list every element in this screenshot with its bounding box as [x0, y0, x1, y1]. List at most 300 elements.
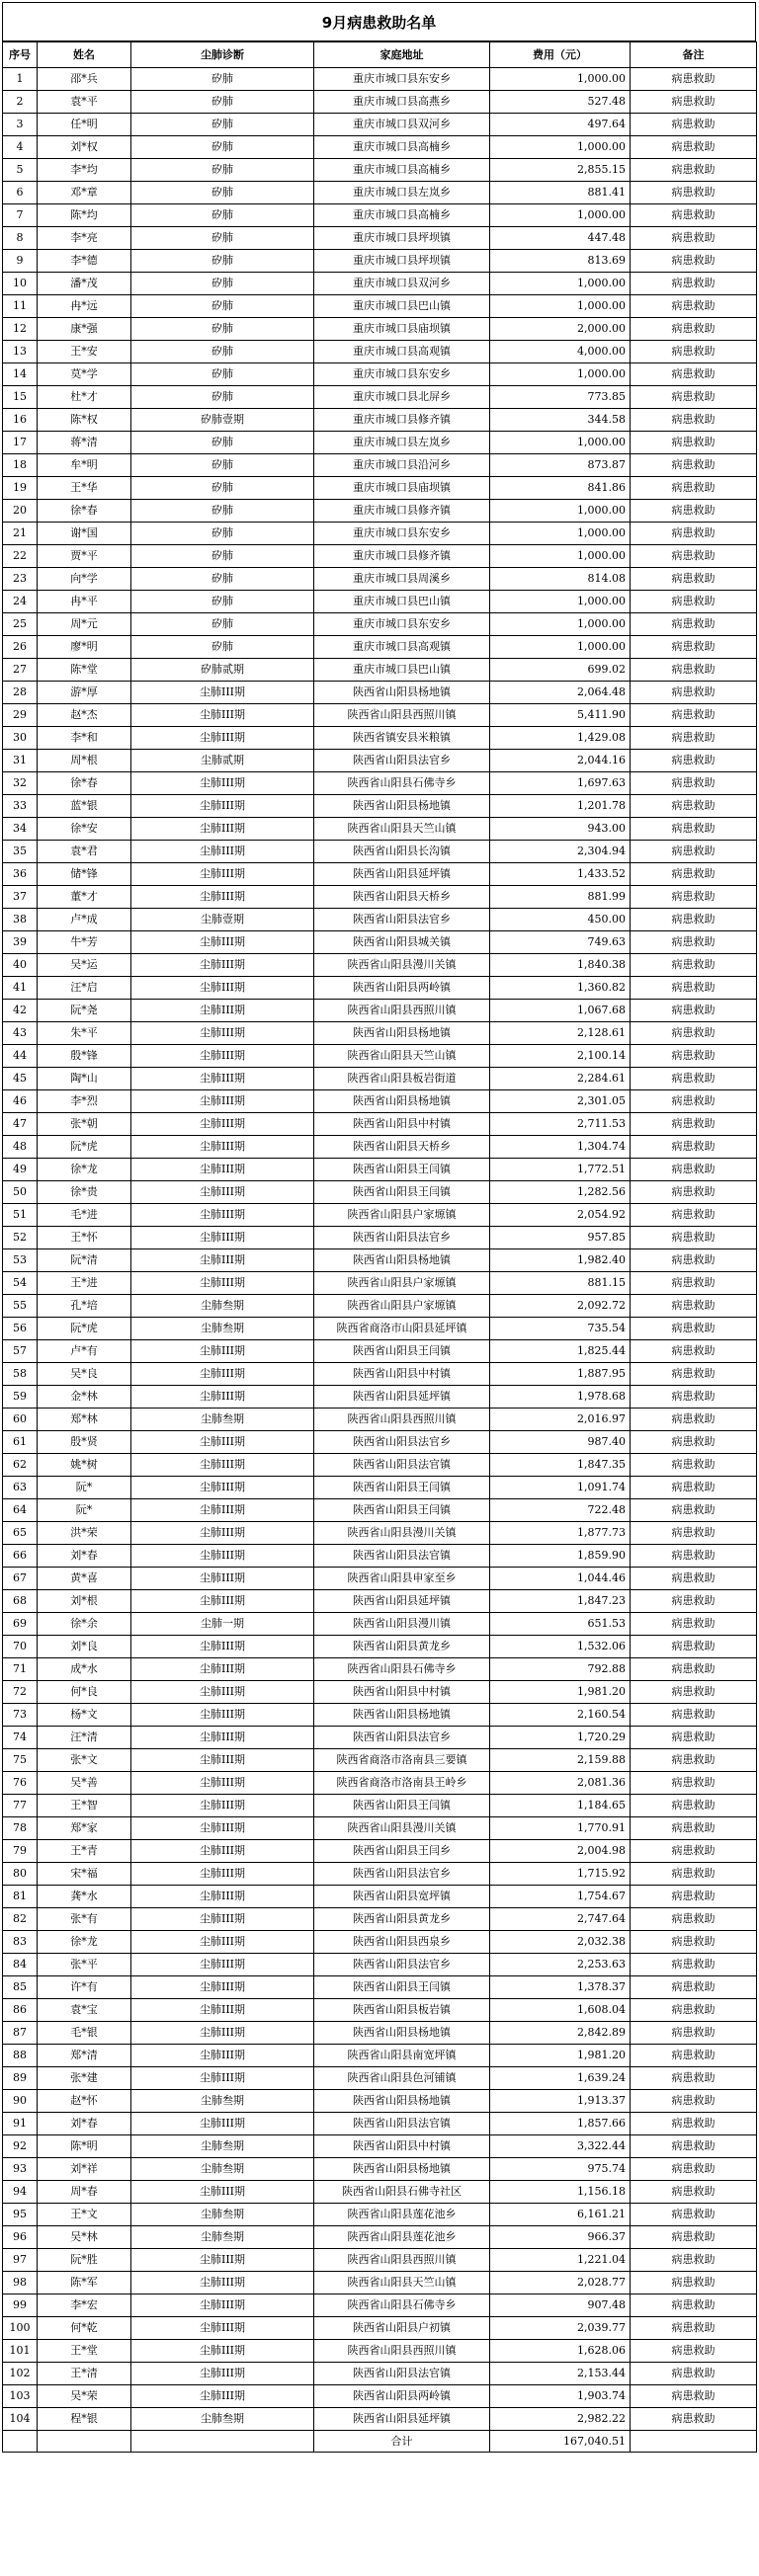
- row-seq: 50: [3, 1181, 38, 1204]
- row-diagnosis: 矽肺: [131, 114, 314, 136]
- row-diagnosis: 尘肺III期: [131, 1249, 314, 1272]
- row-diagnosis: 矽肺: [131, 591, 314, 613]
- row-diagnosis: 矽肺: [131, 636, 314, 659]
- row-cost: 651.53: [490, 1613, 631, 1636]
- row-seq: 89: [3, 2067, 38, 2090]
- row-seq: 19: [3, 477, 38, 500]
- row-cost: 450.00: [490, 909, 631, 931]
- row-seq: 31: [3, 750, 38, 772]
- row-diagnosis: 矽肺: [131, 454, 314, 477]
- row-name: 吴*林: [38, 2226, 131, 2249]
- row-diagnosis: 尘肺III期: [131, 795, 314, 818]
- row-note: 病患救助: [631, 2158, 757, 2181]
- row-diagnosis: 尘肺III期: [131, 1113, 314, 1136]
- row-diagnosis: 尘肺叁期: [131, 2158, 314, 2181]
- row-seq: 10: [3, 273, 38, 295]
- table-row: [3, 1568, 757, 1590]
- row-note: 病患救助: [631, 386, 757, 409]
- row-diagnosis: 矽肺: [131, 386, 314, 409]
- row-seq: 68: [3, 1590, 38, 1613]
- row-name: 阮*虎: [38, 1136, 131, 1159]
- row-address: 陕西省山阳县延坪镇: [314, 1386, 490, 1409]
- row-seq: 52: [3, 1227, 38, 1249]
- table-row: [3, 454, 757, 477]
- row-seq: 41: [3, 977, 38, 1000]
- table-row: [3, 931, 757, 954]
- row-address: 重庆市城口县东安乡: [314, 613, 490, 636]
- table-row: [3, 318, 757, 341]
- row-note: 病患救助: [631, 1954, 757, 1976]
- row-diagnosis: 尘肺III期: [131, 2340, 314, 2363]
- row-diagnosis: 尘肺III期: [131, 1499, 314, 1522]
- table-row: [3, 909, 757, 931]
- row-name: 阮*尧: [38, 1000, 131, 1022]
- row-seq: 21: [3, 523, 38, 545]
- table-row: [3, 2045, 757, 2067]
- row-address: 陕西省山阳县中村镇: [314, 1363, 490, 1386]
- table-row: [3, 1431, 757, 1454]
- row-cost: 2,044.16: [490, 750, 631, 772]
- row-name: 牟*明: [38, 454, 131, 477]
- row-seq: 56: [3, 1318, 38, 1340]
- row-seq: 84: [3, 1954, 38, 1976]
- row-name: 陈*明: [38, 2135, 131, 2158]
- row-diagnosis: 尘肺III期: [131, 1181, 314, 1204]
- row-diagnosis: 尘肺叁期: [131, 1318, 314, 1340]
- row-note: 病患救助: [631, 91, 757, 114]
- row-name: 洪*荣: [38, 1522, 131, 1545]
- row-diagnosis: 尘肺III期: [131, 1522, 314, 1545]
- row-note: 病患救助: [631, 1568, 757, 1590]
- row-diagnosis: 矽肺: [131, 523, 314, 545]
- row-note: 病患救助: [631, 886, 757, 909]
- row-cost: 2,284.61: [490, 1068, 631, 1090]
- row-cost: 527.48: [490, 91, 631, 114]
- row-seq: 51: [3, 1204, 38, 1227]
- row-address: 陕西省山阳县石佛寺乡: [314, 1658, 490, 1681]
- table-row: [3, 1727, 757, 1749]
- row-diagnosis: 尘肺III期: [131, 1590, 314, 1613]
- row-diagnosis: 尘肺III期: [131, 1976, 314, 1999]
- header-diagnosis: 尘肺诊断: [131, 42, 314, 68]
- row-note: 病患救助: [631, 795, 757, 818]
- row-address: 陕西省山阳县王闫镇: [314, 1499, 490, 1522]
- row-cost: 1,091.74: [490, 1477, 631, 1499]
- row-seq: 18: [3, 454, 38, 477]
- row-address: 陕西省山阳县天竺山镇: [314, 818, 490, 841]
- row-name: 程*银: [38, 2408, 131, 2431]
- row-address: 陕西省镇安县米粮镇: [314, 727, 490, 750]
- table-row: [3, 1817, 757, 1840]
- row-seq: 66: [3, 1545, 38, 1568]
- row-seq: 93: [3, 2158, 38, 2181]
- table-row: [3, 227, 757, 250]
- table-row: [3, 1840, 757, 1863]
- row-address: 重庆市城口县双河乡: [314, 273, 490, 295]
- row-cost: 1,857.66: [490, 2113, 631, 2135]
- row-cost: 699.02: [490, 659, 631, 682]
- row-note: 病患救助: [631, 2113, 757, 2135]
- row-note: 病患救助: [631, 523, 757, 545]
- row-cost: 1,720.29: [490, 1727, 631, 1749]
- row-address: 重庆市城口县左岚乡: [314, 182, 490, 204]
- row-seq: 101: [3, 2340, 38, 2363]
- row-name: 刘*祥: [38, 2158, 131, 2181]
- row-diagnosis: 尘肺III期: [131, 1636, 314, 1658]
- table-row: [3, 1954, 757, 1976]
- row-seq: 47: [3, 1113, 38, 1136]
- row-cost: 1,608.04: [490, 1999, 631, 2022]
- row-name: 阮*: [38, 1477, 131, 1499]
- row-address: 陕西省山阳县西照川镇: [314, 1000, 490, 1022]
- table-row: [3, 841, 757, 863]
- row-cost: 966.37: [490, 2226, 631, 2249]
- table-row: [3, 1522, 757, 1545]
- row-note: 病患救助: [631, 159, 757, 182]
- row-diagnosis: 尘肺III期: [131, 2385, 314, 2408]
- row-seq: 46: [3, 1090, 38, 1113]
- row-seq: 59: [3, 1386, 38, 1409]
- row-name: 张*朝: [38, 1113, 131, 1136]
- row-name: 郑*家: [38, 1817, 131, 1840]
- row-cost: 2,054.92: [490, 1204, 631, 1227]
- table-row: [3, 1454, 757, 1477]
- row-seq: 103: [3, 2385, 38, 2408]
- row-diagnosis: 矽肺: [131, 250, 314, 273]
- row-cost: 1,887.95: [490, 1363, 631, 1386]
- row-diagnosis: 尘肺III期: [131, 886, 314, 909]
- row-diagnosis: 尘肺叁期: [131, 1409, 314, 1431]
- table-row: [3, 295, 757, 318]
- table-row: [3, 1045, 757, 1068]
- row-name: 李*亮: [38, 227, 131, 250]
- row-diagnosis: 矽肺壹期: [131, 409, 314, 432]
- row-note: 病患救助: [631, 1022, 757, 1045]
- row-cost: 1,360.82: [490, 977, 631, 1000]
- row-note: 病患救助: [631, 2045, 757, 2067]
- row-name: 王*怀: [38, 1227, 131, 1249]
- table-row: [3, 1613, 757, 1636]
- row-diagnosis: 尘肺叁期: [131, 2090, 314, 2113]
- row-note: 病患救助: [631, 2249, 757, 2272]
- row-note: 病患救助: [631, 1136, 757, 1159]
- row-note: 病患救助: [631, 954, 757, 977]
- row-note: 病患救助: [631, 2340, 757, 2363]
- table-row: [3, 1181, 757, 1204]
- row-diagnosis: 尘肺III期: [131, 1272, 314, 1295]
- row-address: 陕西省山阳县王闫镇: [314, 1159, 490, 1181]
- row-cost: 1,847.35: [490, 1454, 631, 1477]
- row-name: 阮*胜: [38, 2249, 131, 2272]
- row-diagnosis: 尘肺III期: [131, 841, 314, 863]
- table-row: [3, 477, 757, 500]
- row-name: 许*有: [38, 1976, 131, 1999]
- row-note: 病患救助: [631, 568, 757, 591]
- row-diagnosis: 尘肺一期: [131, 1613, 314, 1636]
- row-note: 病患救助: [631, 1000, 757, 1022]
- row-diagnosis: 尘肺III期: [131, 2113, 314, 2135]
- row-diagnosis: 尘肺III期: [131, 1999, 314, 2022]
- row-name: 孔*培: [38, 1295, 131, 1318]
- table-row: [3, 1204, 757, 1227]
- table-row: [3, 795, 757, 818]
- row-address: 陕西省山阳县法官乡: [314, 1863, 490, 1886]
- row-name: 成*水: [38, 1658, 131, 1681]
- row-cost: 1,221.04: [490, 2249, 631, 2272]
- row-note: 病患救助: [631, 1068, 757, 1090]
- table-row: [3, 2294, 757, 2317]
- table-row: [3, 863, 757, 886]
- table-row: [3, 591, 757, 613]
- row-seq: 86: [3, 1999, 38, 2022]
- row-seq: 27: [3, 659, 38, 682]
- relief-table: [2, 41, 757, 2453]
- row-note: 病患救助: [631, 613, 757, 636]
- row-diagnosis: 尘肺III期: [131, 1772, 314, 1795]
- row-address: 陕西省山阳县石佛寺社区: [314, 2181, 490, 2204]
- row-address: 陕西省山阳县法官镇: [314, 2363, 490, 2385]
- row-seq: 70: [3, 1636, 38, 1658]
- row-seq: 6: [3, 182, 38, 204]
- row-cost: 1,000.00: [490, 591, 631, 613]
- row-diagnosis: 尘肺III期: [131, 1681, 314, 1704]
- table-row: [3, 2272, 757, 2294]
- row-diagnosis: 尘肺III期: [131, 1568, 314, 1590]
- row-address: 重庆市城口县东安乡: [314, 68, 490, 91]
- row-seq: 96: [3, 2226, 38, 2249]
- table-row: [3, 204, 757, 227]
- row-note: 病患救助: [631, 295, 757, 318]
- row-name: 阮*虎: [38, 1318, 131, 1340]
- row-diagnosis: 尘肺III期: [131, 1477, 314, 1499]
- row-diagnosis: 尘肺III期: [131, 1090, 314, 1113]
- row-diagnosis: 矽肺: [131, 159, 314, 182]
- row-seq: 92: [3, 2135, 38, 2158]
- row-name: 康*强: [38, 318, 131, 341]
- table-row: [3, 2363, 757, 2385]
- row-diagnosis: 尘肺III期: [131, 1749, 314, 1772]
- row-seq: 73: [3, 1704, 38, 1727]
- table-row: [3, 363, 757, 386]
- row-name: 吴*良: [38, 1363, 131, 1386]
- row-note: 病患救助: [631, 2317, 757, 2340]
- row-diagnosis: 尘肺叁期: [131, 1295, 314, 1318]
- row-name: 莫*学: [38, 363, 131, 386]
- row-seq: 83: [3, 1931, 38, 1954]
- row-diagnosis: 矽肺: [131, 500, 314, 523]
- row-diagnosis: 尘肺III期: [131, 1886, 314, 1908]
- row-name: 刘*良: [38, 1636, 131, 1658]
- row-name: 王*清: [38, 2363, 131, 2385]
- row-diagnosis: 尘肺叁期: [131, 2204, 314, 2226]
- row-note: 病患救助: [631, 1113, 757, 1136]
- row-name: 邵*兵: [38, 68, 131, 91]
- row-cost: 1,282.56: [490, 1181, 631, 1204]
- row-note: 病患救助: [631, 136, 757, 159]
- row-name: 周*根: [38, 750, 131, 772]
- row-address: 陕西省山阳县长沟镇: [314, 841, 490, 863]
- row-diagnosis: 矽肺: [131, 341, 314, 363]
- row-seq: 45: [3, 1068, 38, 1090]
- row-name: 李*德: [38, 250, 131, 273]
- row-cost: 2,016.97: [490, 1409, 631, 1431]
- row-address: 重庆市城口县巴山镇: [314, 295, 490, 318]
- row-seq: 85: [3, 1976, 38, 1999]
- row-address: 陕西省山阳县西照川镇: [314, 704, 490, 727]
- row-diagnosis: 尘肺III期: [131, 863, 314, 886]
- row-diagnosis: 尘肺III期: [131, 1704, 314, 1727]
- row-seq: 64: [3, 1499, 38, 1522]
- row-note: 病患救助: [631, 477, 757, 500]
- row-name: 朱*平: [38, 1022, 131, 1045]
- row-diagnosis: 尘肺III期: [131, 1000, 314, 1022]
- row-address: 陕西省山阳县杨地镇: [314, 1704, 490, 1727]
- row-seq: 9: [3, 250, 38, 273]
- row-note: 病患救助: [631, 704, 757, 727]
- page-title: 9月病患救助名单: [2, 2, 756, 41]
- row-address: 重庆市城口县东安乡: [314, 363, 490, 386]
- row-name: 黄*喜: [38, 1568, 131, 1590]
- row-name: 赵*杰: [38, 704, 131, 727]
- row-name: 冉*远: [38, 295, 131, 318]
- row-cost: 447.48: [490, 227, 631, 250]
- row-note: 病患救助: [631, 1704, 757, 1727]
- row-cost: 1,433.52: [490, 863, 631, 886]
- row-cost: 1,000.00: [490, 68, 631, 91]
- row-diagnosis: 尘肺III期: [131, 2181, 314, 2204]
- row-seq: 11: [3, 295, 38, 318]
- row-seq: 99: [3, 2294, 38, 2317]
- row-name: 张*有: [38, 1908, 131, 1931]
- row-name: 王*堂: [38, 2340, 131, 2363]
- table-row: [3, 91, 757, 114]
- row-note: 病患救助: [631, 341, 757, 363]
- row-seq: 26: [3, 636, 38, 659]
- row-address: 重庆市城口县巴山镇: [314, 659, 490, 682]
- row-address: 重庆市城口县修齐镇: [314, 409, 490, 432]
- row-seq: 74: [3, 1727, 38, 1749]
- row-address: 陕西省山阳县户家塬镇: [314, 1295, 490, 1318]
- table-row: [3, 2317, 757, 2340]
- row-cost: 1,067.68: [490, 1000, 631, 1022]
- table-row: [3, 2408, 757, 2431]
- row-diagnosis: 尘肺III期: [131, 1795, 314, 1817]
- row-cost: 2,081.36: [490, 1772, 631, 1795]
- row-cost: 2,855.15: [490, 159, 631, 182]
- row-cost: 841.86: [490, 477, 631, 500]
- row-address: 重庆市城口县高观镇: [314, 636, 490, 659]
- table-row: [3, 1749, 757, 1772]
- row-cost: 1,639.24: [490, 2067, 631, 2090]
- row-note: 病患救助: [631, 1840, 757, 1863]
- row-cost: 1,532.06: [490, 1636, 631, 1658]
- row-seq: 87: [3, 2022, 38, 2045]
- row-seq: 39: [3, 931, 38, 954]
- row-name: 张*平: [38, 1954, 131, 1976]
- row-cost: 814.08: [490, 568, 631, 591]
- row-note: 病患救助: [631, 363, 757, 386]
- table-row: [3, 1068, 757, 1090]
- row-diagnosis: 尘肺III期: [131, 2249, 314, 2272]
- table-row: [3, 1545, 757, 1568]
- row-name: 陈*堂: [38, 659, 131, 682]
- row-seq: 58: [3, 1363, 38, 1386]
- row-address: 重庆市城口县沿河乡: [314, 454, 490, 477]
- row-diagnosis: 尘肺III期: [131, 1727, 314, 1749]
- row-seq: 12: [3, 318, 38, 341]
- row-name: 董*才: [38, 886, 131, 909]
- row-note: 病患救助: [631, 2067, 757, 2090]
- row-diagnosis: 尘肺III期: [131, 1340, 314, 1363]
- row-diagnosis: 矽肺贰期: [131, 659, 314, 682]
- table-row: [3, 750, 757, 772]
- row-address: 重庆市城口县左岚乡: [314, 432, 490, 454]
- row-address: 陕西省山阳县杨地镇: [314, 682, 490, 704]
- row-cost: 2,253.63: [490, 1954, 631, 1976]
- row-address: 陕西省山阳县延坪镇: [314, 2408, 490, 2431]
- row-cost: 1,770.91: [490, 1817, 631, 1840]
- row-name: 何*良: [38, 1681, 131, 1704]
- table-row: [3, 1772, 757, 1795]
- row-seq: 71: [3, 1658, 38, 1681]
- row-note: 病患救助: [631, 318, 757, 341]
- row-seq: 49: [3, 1159, 38, 1181]
- row-name: 阮*: [38, 1499, 131, 1522]
- row-seq: 28: [3, 682, 38, 704]
- row-seq: 8: [3, 227, 38, 250]
- row-note: 病患救助: [631, 931, 757, 954]
- row-seq: 35: [3, 841, 38, 863]
- row-address: 陕西省山阳县杨地镇: [314, 2090, 490, 2113]
- row-name: 金*林: [38, 1386, 131, 1409]
- row-address: 重庆市城口县坪坝镇: [314, 227, 490, 250]
- row-cost: 2,128.61: [490, 1022, 631, 1045]
- row-address: 陕西省山阳县杨地镇: [314, 1022, 490, 1045]
- table-row: [3, 1590, 757, 1613]
- row-note: 病患救助: [631, 1249, 757, 1272]
- row-address: 陕西省山阳县法官乡: [314, 1954, 490, 1976]
- table-row: [3, 409, 757, 432]
- row-address: 重庆市城口县周溪乡: [314, 568, 490, 591]
- table-row: [3, 1499, 757, 1522]
- table-row: [3, 1272, 757, 1295]
- row-note: 病患救助: [631, 863, 757, 886]
- row-seq: 94: [3, 2181, 38, 2204]
- row-note: 病患救助: [631, 1409, 757, 1431]
- row-address: 陕西省山阳县申家至乡: [314, 1568, 490, 1590]
- row-diagnosis: 尘肺III期: [131, 1068, 314, 1090]
- row-name: 吴*善: [38, 1772, 131, 1795]
- row-diagnosis: 尘肺III期: [131, 1931, 314, 1954]
- header-row: [3, 42, 757, 68]
- row-seq: 43: [3, 1022, 38, 1045]
- row-note: 病患救助: [631, 1272, 757, 1295]
- row-name: 徐*余: [38, 1613, 131, 1636]
- row-cost: 1,000.00: [490, 363, 631, 386]
- row-cost: 2,153.44: [490, 2363, 631, 2385]
- row-seq: 5: [3, 159, 38, 182]
- table-row: [3, 1000, 757, 1022]
- row-diagnosis: 矽肺: [131, 91, 314, 114]
- row-address: 陕西省山阳县法官乡: [314, 1727, 490, 1749]
- table-row: [3, 568, 757, 591]
- table-row: [3, 545, 757, 568]
- row-name: 谢*国: [38, 523, 131, 545]
- row-seq: 100: [3, 2317, 38, 2340]
- header-note: 备注: [631, 42, 757, 68]
- row-name: 刘*春: [38, 1545, 131, 1568]
- row-address: 陕西省山阳县中村镇: [314, 2135, 490, 2158]
